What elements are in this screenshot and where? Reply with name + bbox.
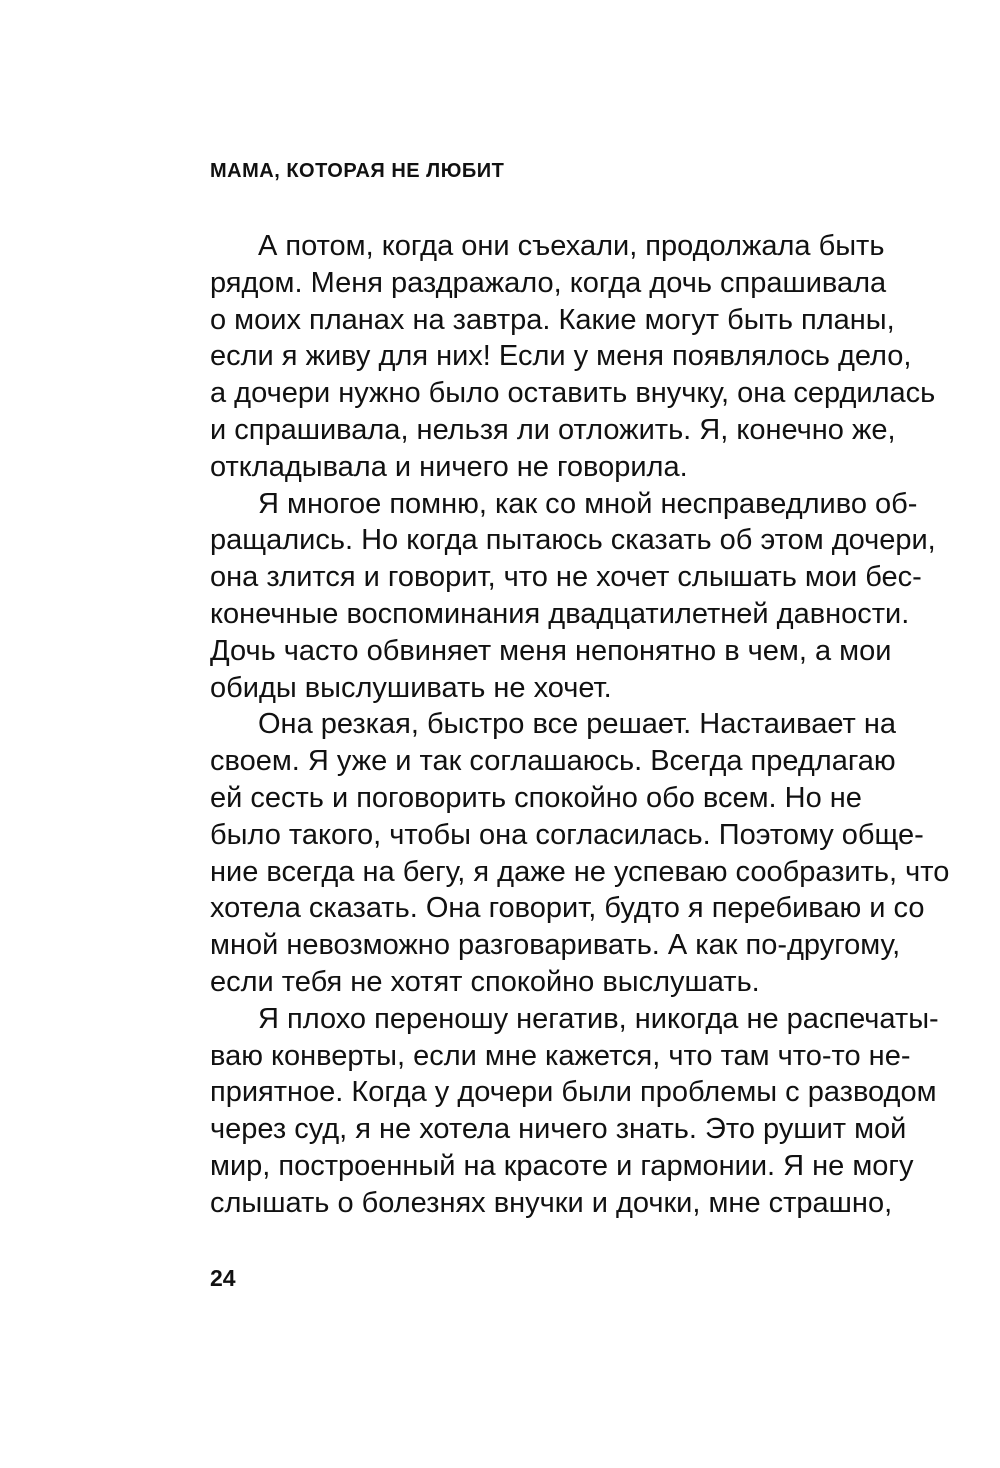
text-line: ей сесть и поговорить спокойно обо всем. Но не [210, 781, 862, 814]
body-text [210, 228, 950, 1222]
text-line: хотела сказать. Она говорит, будто я перебиваю и со [210, 892, 925, 925]
running-head: МАМА, КОТОРАЯ НЕ ЛЮБИТ [210, 160, 505, 182]
text-line: слышать о болезнях внучки и дочки, мне страшно, [210, 1186, 893, 1219]
text-line: о моих планах на завтра. Какие могут быть планы, [210, 303, 895, 336]
text-line: а дочери нужно было оставить внучку, она сердилась [210, 377, 936, 410]
text-line: Я многое помню, как со мной несправедливо об- [258, 487, 918, 520]
text-line: приятное. Когда у дочери были проблемы с разводом [210, 1076, 937, 1109]
text-line: обиды выслушивать не хочет. [210, 671, 612, 704]
text-line: и спрашивала, нельзя ли отложить. Я, конечно же, [210, 413, 896, 446]
text-line: конечные воспоминания двадцатилетней давности. [210, 597, 910, 630]
page-number: 24 [210, 1265, 236, 1291]
text-line: мной невозможно разговаривать. А как по-другому, [210, 929, 901, 962]
text-line: было такого, чтобы она согласилась. Поэтому обще- [210, 818, 924, 851]
text-line: она злится и говорит, что не хочет слышать мои бес- [210, 561, 922, 594]
text-line: рядом. Меня раздражало, когда дочь спрашивала [210, 266, 887, 299]
text-line: мир, построенный на красоте и гармонии. Я не могу [210, 1149, 914, 1182]
text-line: откладывала и ничего не говорила. [210, 450, 688, 483]
text-line: если я живу для них! Если у меня появлялось дело, [210, 340, 912, 373]
text-line: Дочь часто обвиняет меня непонятно в чем, а мои [210, 634, 892, 667]
text-line: ваю конверты, если мне кажется, что там что-то не- [210, 1039, 911, 1072]
text-line: своем. Я уже и так соглашаюсь. Всегда предлагаю [210, 745, 896, 778]
text-line: через суд, я не хотела ничего знать. Это рушит мой [210, 1113, 907, 1146]
text-line: Я плохо переношу негатив, никогда не распечаты- [258, 1002, 939, 1035]
text-line: А потом, когда они съехали, продолжала быть [258, 230, 885, 262]
text-line: Она резкая, быстро все решает. Настаивает на [258, 708, 896, 741]
text-line: ние всегда на бегу, я даже не успеваю сообразить, что [210, 855, 950, 888]
text-line: если тебя не хотят спокойно выслушать. [210, 965, 760, 998]
text-line: ращались. Но когда пытаюсь сказать об этом дочери, [210, 524, 936, 557]
